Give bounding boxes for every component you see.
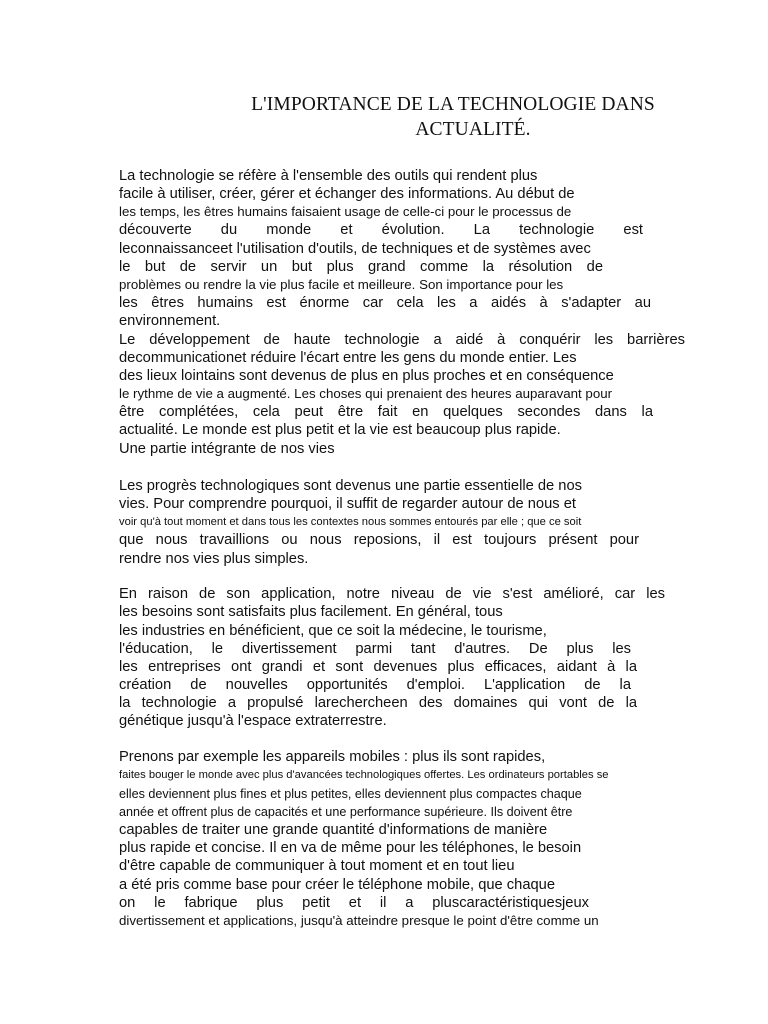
title-line-2: ACTUALITÉ.	[415, 119, 531, 140]
text-line: actualité. Le monde est plus petit et la vie est beaucoup plus rapide.	[119, 422, 561, 438]
text-line: rendre nos vies plus simples.	[119, 551, 309, 567]
text-line: facile à utiliser, créer, gérer et échanger des informations. Au début de	[119, 186, 575, 202]
text-line: les temps, les êtres humains faisaient usage de celle-ci pour le processus de	[119, 204, 572, 219]
text-line: la technologie a propulsé larechercheen des domaines qui vont de la	[119, 695, 637, 711]
text-line: année et offrent plus de capacités et une performance supérieure. Ils doivent être	[119, 805, 573, 819]
text-line: on le fabrique plus petit et il a pluscaractéristiquesjeux	[119, 895, 589, 911]
text-line: leconnaissanceet l'utilisation d'outils, de techniques et de systèmes avec	[119, 241, 591, 257]
text-line: Prenons par exemple les appareils mobiles : plus ils sont rapides,	[119, 749, 546, 765]
text-line: decommunicationet réduire l'écart entre les gens du monde entier. Les	[119, 350, 577, 366]
text-line: être complétées, cela peut être fait en quelques secondes dans la	[119, 404, 653, 420]
text-line: capables de traiter une grande quantité d'informations de manière	[119, 822, 548, 838]
text-line: les besoins sont satisfaits plus facilement. En général, tous	[119, 604, 503, 620]
text-line: le but de servir un but plus grand comme la résolution de	[119, 259, 603, 275]
text-line: génétique jusqu'à l'espace extraterrestre.	[119, 713, 387, 729]
text-line: les entreprises ont grandi et sont devenues plus efficaces, aidant à la	[119, 659, 637, 675]
text-line: plus rapide et concise. Il en va de même pour les téléphones, le besoin	[119, 840, 582, 856]
text-line: vies. Pour comprendre pourquoi, il suffit de regarder autour de nous et	[119, 496, 576, 512]
text-line: environnement.	[119, 313, 221, 329]
text-line: que nous travaillions ou nous reposions, il est toujours présent pour	[119, 532, 639, 548]
text-line: les êtres humains est énorme car cela les a aidés à s'adapter au	[119, 295, 651, 311]
text-line: La technologie se réfère à l'ensemble des outils qui rendent plus	[119, 168, 538, 184]
text-line: le rythme de vie a augmenté. Les choses qui prenaient des heures auparavant pour	[119, 386, 613, 401]
text-line: divertissement et applications, jusqu'à atteindre presque le point d'être comme un	[119, 913, 599, 928]
text-line: a été pris comme base pour créer le téléphone mobile, que chaque	[119, 877, 555, 893]
text-line: les industries en bénéficient, que ce soit la médecine, le tourisme,	[119, 623, 547, 639]
text-line: découverte du monde et évolution. La technologie est	[119, 222, 643, 238]
document-title	[118, 94, 738, 141]
text-line: voir qu'à tout moment et dans tous les contextes nous sommes entourés par elle ; que ce soit	[119, 516, 582, 528]
text-line: Les progrès technologiques sont devenus une partie essentielle de nos	[119, 478, 582, 494]
text-line: l'éducation, le divertissement parmi tant d'autres. De plus les	[119, 641, 631, 657]
title-line-1: L'IMPORTANCE DE LA TECHNOLOGIE DANS	[251, 94, 655, 115]
text-line: En raison de son application, notre niveau de vie s'est amélioré, car les	[119, 586, 665, 602]
text-line: Le développement de haute technologie a aidé à conquérir les barrières	[119, 332, 685, 348]
text-line: problèmes ou rendre la vie plus facile et meilleure. Son importance pour les	[119, 277, 564, 292]
text-line: elles deviennent plus fines et plus petites, elles deviennent plus compactes chaque	[119, 787, 582, 801]
text-line: faites bouger le monde avec plus d'avancées technologiques offertes. Les ordinateurs portables se	[119, 769, 609, 781]
section-heading: Une partie intégrante de nos vies	[119, 441, 335, 457]
text-line: des lieux lointains sont devenus de plus en plus proches et en conséquence	[119, 368, 614, 384]
text-line: création de nouvelles opportunités d'emploi. L'application de la	[119, 677, 631, 693]
text-line: d'être capable de communiquer à tout moment et en tout lieu	[119, 858, 515, 874]
